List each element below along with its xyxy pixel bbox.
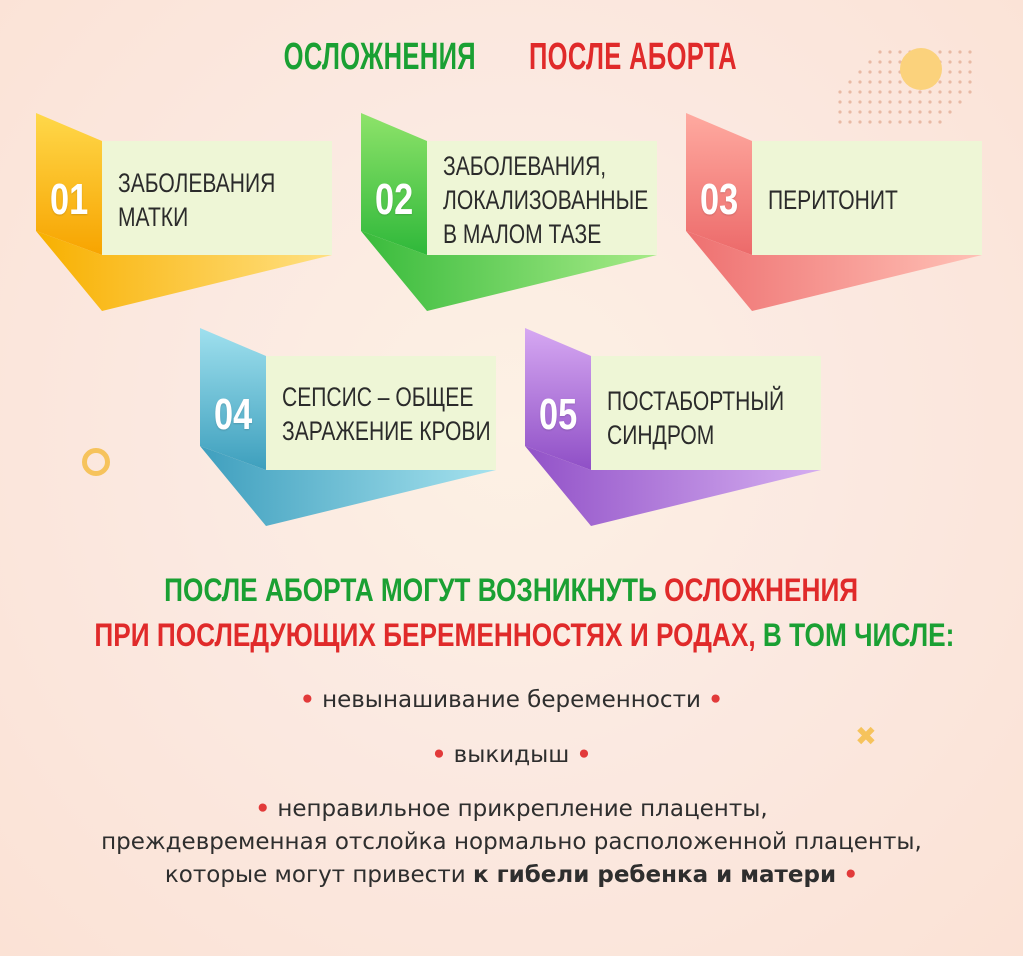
bullet-item-3-line-3-plain: которые могут привести	[164, 862, 466, 888]
decorative-dot	[908, 90, 911, 93]
decorative-dot	[898, 80, 901, 83]
card-04-line-1: СЕПСИС – ОБЩЕЕ	[282, 382, 474, 412]
decorative-dot	[848, 80, 851, 83]
decorative-dot	[858, 100, 861, 103]
card-04-line-2: ЗАРАЖЕНИЕ КРОВИ	[282, 416, 491, 446]
bullet-item-3-line-3	[0, 859, 1023, 892]
decorative-dot	[868, 100, 871, 103]
bullet-marker: •	[431, 742, 447, 768]
decorative-dot	[848, 90, 851, 93]
title-part-red: ПОСЛЕ АБОРТА	[529, 36, 738, 78]
decorative-dot	[908, 100, 911, 103]
card-02-line-1: ЗАБОЛЕВАНИЯ,	[443, 151, 607, 181]
complication-card-03	[686, 113, 986, 313]
bullet-marker: •	[576, 742, 592, 768]
card-01-label	[118, 166, 275, 234]
card-03-label	[768, 183, 898, 217]
card-01-number: 01	[50, 175, 89, 224]
decorative-dot	[848, 100, 851, 103]
decorative-dot	[858, 80, 861, 83]
bullet-item-3-line-2: преждевременная отслойка нормально расположенной плаценты,	[101, 829, 922, 855]
card-04-label	[282, 380, 491, 448]
bullet-item-2-text: выкидыш	[453, 742, 570, 768]
decorative-dot	[838, 90, 841, 93]
decorative-dot	[948, 100, 951, 103]
decorative-dot	[878, 100, 881, 103]
card-02-label	[443, 149, 648, 251]
decorative-dot	[918, 100, 921, 103]
card-05-number: 05	[539, 390, 578, 439]
card-05-line-2: СИНДРОМ	[607, 420, 715, 450]
decorative-dot	[888, 100, 891, 103]
decorative-cross-icon: ✖	[855, 722, 877, 752]
decorative-dot	[968, 80, 971, 83]
decorative-dot	[938, 90, 941, 93]
bullet-marker: •	[300, 687, 315, 713]
bullet-item-3-line-3-bold: к гибели ребенка и матери	[472, 862, 837, 888]
decorative-dot	[898, 100, 901, 103]
decorative-dot	[878, 90, 881, 93]
complication-card-04	[200, 328, 500, 528]
bullet-item-3-line-1-text: неправильное прикрепление плаценты,	[277, 796, 768, 822]
title-part-green: ОСЛОЖНЕНИЯ	[283, 36, 477, 78]
card-03-line-1: ПЕРИТОНИТ	[768, 185, 898, 215]
decorative-ring-yellow	[82, 448, 110, 476]
decorative-dot	[858, 90, 861, 93]
decorative-dot	[868, 80, 871, 83]
subtitle-line-2-red: ПРИ ПОСЛЕДУЮЩИХ БЕРЕМЕННОСТЯХ И РОДАХ,	[94, 617, 756, 653]
subtitle-line-1	[0, 572, 1023, 609]
bullet-item-3	[0, 793, 1023, 892]
complication-card-01	[36, 113, 336, 313]
subtitle-line-2	[0, 617, 1023, 654]
card-03-number: 03	[700, 175, 739, 224]
bullet-item-3-line-1	[0, 793, 1023, 826]
decorative-dot	[968, 90, 971, 93]
decorative-dot	[878, 80, 881, 83]
card-01-line-2: МАТКИ	[118, 202, 189, 232]
decorative-dot	[918, 90, 921, 93]
card-01-line-1: ЗАБОЛЕВАНИЯ	[118, 168, 276, 198]
card-02-number: 02	[375, 175, 414, 224]
decorative-dot	[838, 100, 841, 103]
decorative-dot	[888, 80, 891, 83]
decorative-dot	[958, 100, 961, 103]
decorative-dot	[938, 100, 941, 103]
complication-card-02	[361, 113, 661, 313]
decorative-dot	[948, 90, 951, 93]
decorative-dot	[888, 90, 891, 93]
bullet-item-1-text: невынашивание беременности	[322, 687, 701, 713]
subtitle-line-2-green: В ТОМ ЧИСЛЕ:	[762, 617, 955, 653]
card-02-line-2: ЛОКАЛИЗОВАННЫЕ	[443, 185, 649, 215]
subtitle-line-1-green: ПОСЛЕ АБОРТА МОГУТ ВОЗНИКНУТЬ	[164, 572, 658, 608]
bullet-marker: •	[843, 862, 859, 888]
bullet-item-1	[0, 684, 1023, 717]
decorative-dot	[948, 80, 951, 83]
bullet-item-2	[0, 739, 1023, 772]
card-04-number: 04	[214, 390, 253, 439]
page-title	[0, 36, 1023, 79]
decorative-dot	[868, 90, 871, 93]
card-02-line-3: В МАЛОМ ТАЗЕ	[443, 219, 602, 249]
subtitle-line-1-red: ОСЛОЖНЕНИЯ	[664, 572, 859, 608]
decorative-dot	[928, 100, 931, 103]
card-05-label	[607, 384, 784, 452]
decorative-dot	[928, 90, 931, 93]
card-05-line-1: ПОСТАБОРТНЫЙ	[607, 386, 785, 416]
bullet-marker: •	[255, 796, 271, 822]
decorative-dot	[938, 80, 941, 83]
decorative-dot	[898, 90, 901, 93]
decorative-dot	[958, 80, 961, 83]
complication-card-05	[525, 328, 825, 528]
decorative-dot	[958, 90, 961, 93]
bullet-marker: •	[708, 687, 723, 713]
